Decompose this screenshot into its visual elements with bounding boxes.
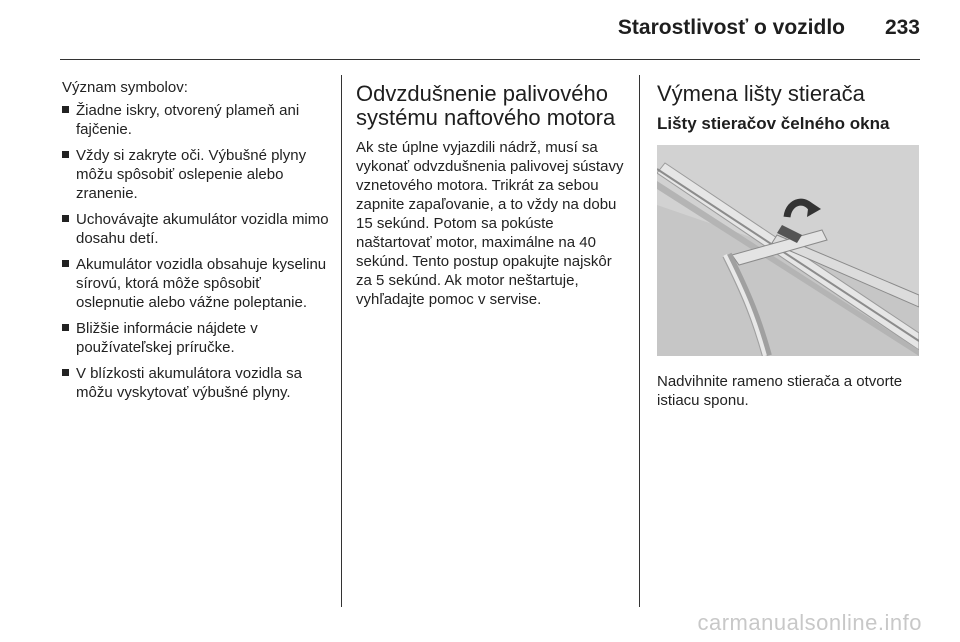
list-item xyxy=(62,101,330,139)
list-item-text: Bližšie informácie nájdete v používateľskej príručke. xyxy=(76,320,258,356)
watermark: carmanualsonline.info xyxy=(697,610,922,635)
page-header-title: Starostlivosť o vozidlo xyxy=(617,16,845,39)
figure-caption: Nadvihnite rameno stierača a otvorte istiacu sponu. xyxy=(657,373,903,409)
wiper-replacement-heading: Výmena lišty stierača xyxy=(657,81,865,106)
list-item-text: V blízkosti akumulátora vozidla sa môžu vyskytovať výbušné plyny. xyxy=(76,365,302,401)
list-item-text: Vždy si zakryte oči. Výbušné plyny môžu spôsobiť oslepenie alebo zranenie. xyxy=(76,147,307,202)
bullet-square-icon xyxy=(62,215,69,222)
list-item-text: Žiadne iskry, otvorený plameň ani fajčenie. xyxy=(76,102,300,138)
bullet-square-icon xyxy=(62,260,69,267)
list-item xyxy=(62,364,330,402)
symbols-intro: Význam symbolov: xyxy=(62,79,188,96)
wiper-arm-illustration xyxy=(657,145,919,356)
header-divider xyxy=(60,59,920,60)
bullet-square-icon xyxy=(62,369,69,376)
bullet-square-icon xyxy=(62,106,69,113)
page-number: 233 xyxy=(884,16,920,39)
column-divider-1 xyxy=(341,75,342,607)
list-item-text: Akumulátor vozidla obsahuje kyselinu sírovú, ktorá môže spôsobiť oslepnutie alebo vážne poleptanie. xyxy=(76,256,327,311)
fuel-bleeding-text: Ak ste úplne vyjazdili nádrž, musí sa vykonať odvzdušnenia palivovej sústavy vznetového motora. Trikrát za sebou zapnite zapaľovanie, a to vždy na dobu 15 sekúnd. Potom sa pokúste naštartovať motor, maximálne na 40 sekúnd. Tento postup opakujte najskôr za 5 sekúnd. Ak motor neštartuje, vyhľadajte pomoc v servise. xyxy=(356,139,624,308)
windscreen-wiper-subheading: Lišty stieračov čelného okna xyxy=(657,114,890,133)
column-3 xyxy=(657,82,922,410)
column-1 xyxy=(62,78,330,409)
bullet-square-icon xyxy=(62,151,69,158)
column-divider-2 xyxy=(639,75,640,607)
column-2 xyxy=(356,82,626,309)
list-item xyxy=(62,255,330,312)
list-item xyxy=(62,319,330,357)
fuel-bleeding-heading: Odvzdušnenie palivového systému naftového motora xyxy=(356,81,616,130)
symbol-list xyxy=(62,101,330,402)
bullet-square-icon xyxy=(62,324,69,331)
list-item xyxy=(62,146,330,203)
list-item xyxy=(62,210,330,248)
list-item-text: Uchovávajte akumulátor vozidla mimo dosahu detí. xyxy=(76,211,329,247)
